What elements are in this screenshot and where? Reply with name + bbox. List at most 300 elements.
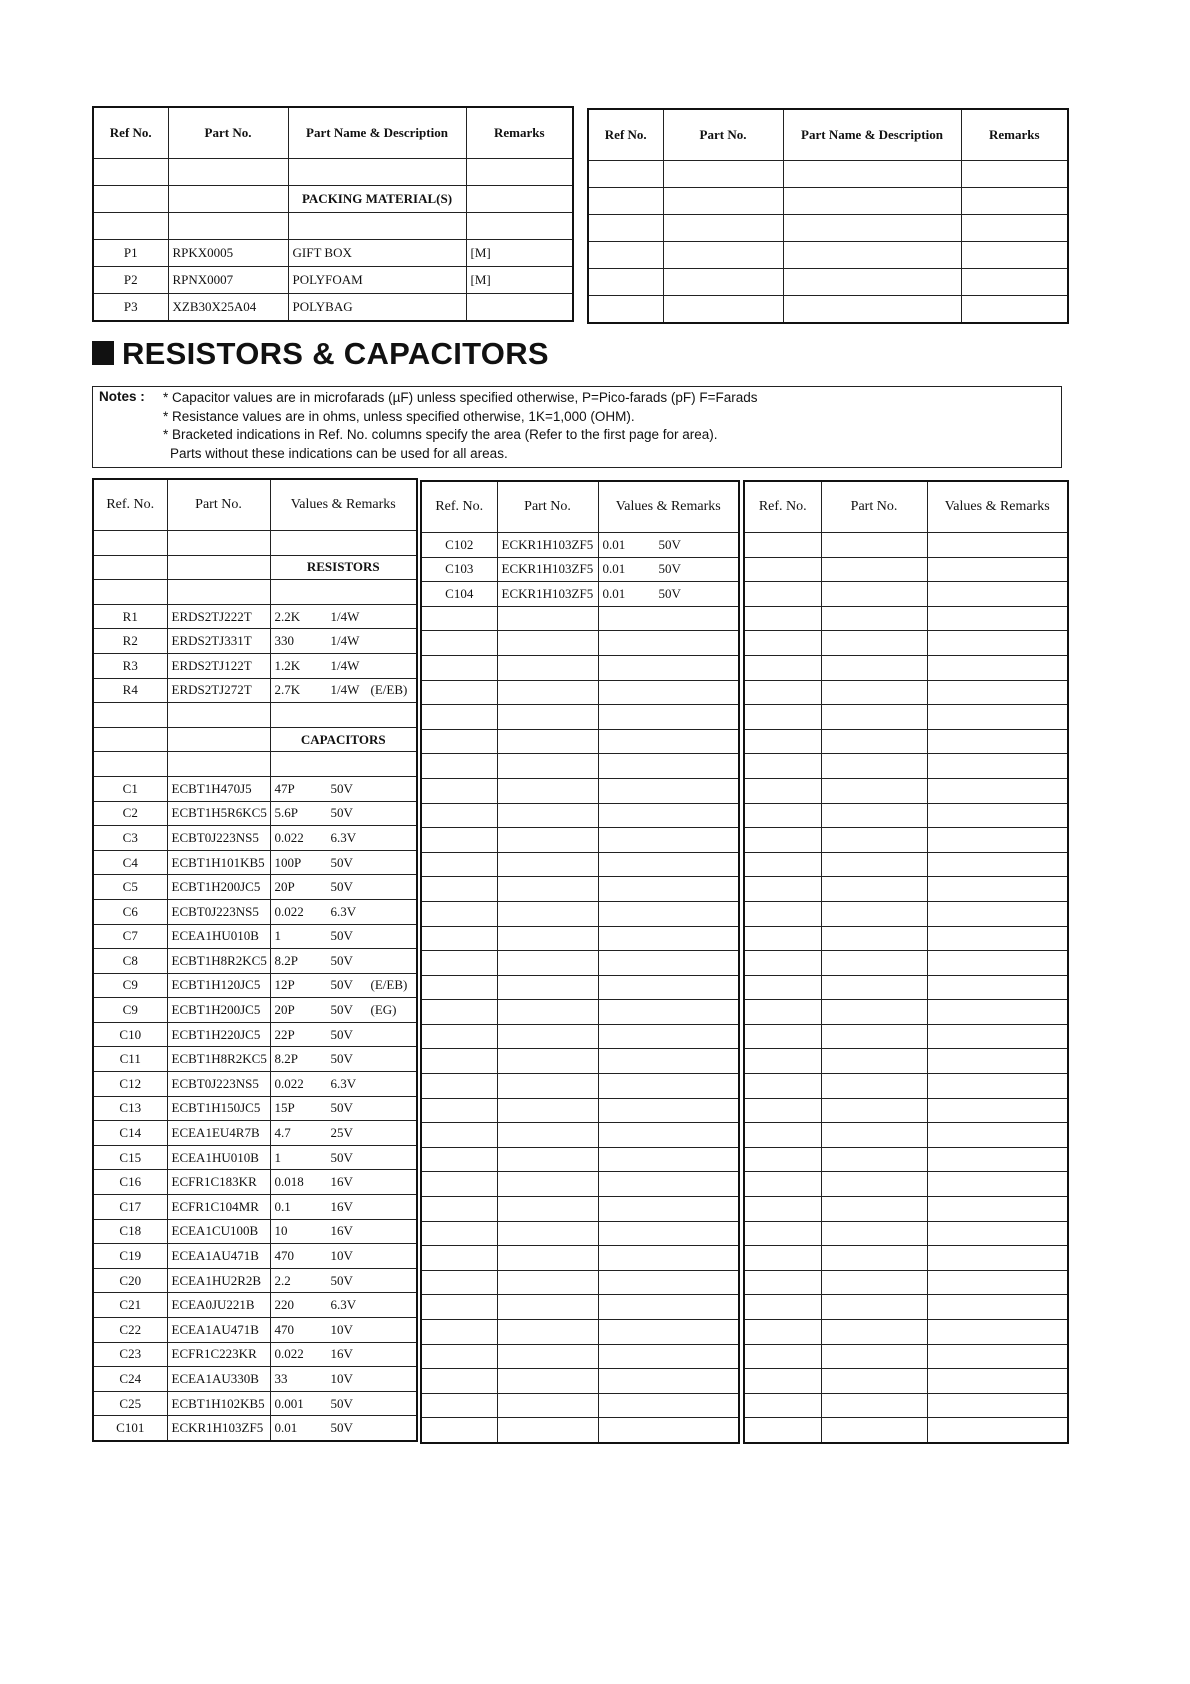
part-no-cell: XZB30X25A04	[168, 294, 288, 322]
empty-cell	[663, 296, 783, 324]
values-remarks-cell	[270, 1121, 417, 1146]
empty-cell	[821, 1197, 927, 1222]
part-no-cell: ERDS2TJ122T	[167, 653, 270, 678]
rating: 50V	[330, 805, 353, 821]
table-row	[421, 1369, 739, 1394]
empty-cell	[270, 580, 417, 605]
value: 20P	[274, 879, 295, 895]
table-row	[744, 754, 1068, 779]
ref-no-cell: C20	[93, 1268, 167, 1293]
rating: 50V	[658, 585, 681, 601]
rc-table-column-2	[420, 480, 740, 1444]
empty-cell	[744, 1172, 821, 1197]
table-row	[744, 778, 1068, 803]
empty-cell	[421, 803, 497, 828]
part-no-cell: ECBT1H120JC5	[167, 973, 270, 998]
value: 8.2P	[274, 1051, 298, 1067]
rating: 50V	[330, 1149, 353, 1165]
ref-no-cell: C8	[93, 949, 167, 974]
ref-no-cell: C16	[93, 1170, 167, 1195]
part-no-cell: ECBT1H5R6KC5	[167, 801, 270, 826]
part-no-cell: ECBT1H200JC5	[167, 998, 270, 1023]
ref-no-cell: C3	[93, 826, 167, 851]
value: 0.018	[274, 1174, 304, 1190]
part-no-cell: ECKR1H103ZF5	[167, 1416, 270, 1441]
empty-cell	[927, 655, 1068, 680]
table-row	[421, 1320, 739, 1345]
table-row	[744, 705, 1068, 730]
empty-cell	[927, 926, 1068, 951]
empty-cell	[927, 1049, 1068, 1074]
group-title: CAPACITORS	[270, 727, 417, 752]
empty-cell	[497, 729, 598, 754]
empty-cell	[663, 188, 783, 215]
empty-cell	[497, 803, 598, 828]
empty-cell	[744, 926, 821, 951]
table-row	[744, 1049, 1068, 1074]
value: 330	[274, 633, 294, 649]
part-no-cell: ECKR1H103ZF5	[497, 533, 598, 558]
values-remarks-cell	[270, 776, 417, 801]
part-name-cell: POLYBAG	[288, 294, 466, 322]
table-row	[744, 828, 1068, 853]
empty-cell	[497, 1049, 598, 1074]
part-no-cell: RPNX0007	[168, 267, 288, 294]
empty-cell	[744, 1418, 821, 1443]
table-row	[588, 296, 1068, 324]
empty-cell	[744, 852, 821, 877]
empty-cell	[598, 1418, 739, 1443]
empty-cell	[927, 1320, 1068, 1345]
empty-cell	[927, 1418, 1068, 1443]
empty-cell	[744, 1344, 821, 1369]
table-row	[744, 729, 1068, 754]
empty-cell	[168, 213, 288, 240]
table-row	[93, 1268, 417, 1293]
value: 1	[274, 928, 281, 944]
table-row	[93, 826, 417, 851]
empty-cell	[598, 754, 739, 779]
empty-cell	[93, 213, 168, 240]
table-row	[93, 653, 417, 678]
empty-cell	[497, 1295, 598, 1320]
empty-cell	[598, 951, 739, 976]
empty-cell	[421, 778, 497, 803]
empty-cell	[421, 1295, 497, 1320]
table-row	[421, 1270, 739, 1295]
header-part-name: Part Name & Description	[288, 107, 466, 159]
table-row	[421, 778, 739, 803]
empty-cell	[93, 531, 167, 556]
table-row	[93, 267, 573, 294]
empty-cell	[497, 1418, 598, 1443]
empty-cell	[927, 951, 1068, 976]
ref-no-cell: C101	[93, 1416, 167, 1441]
table-row	[421, 533, 739, 558]
empty-cell	[421, 1147, 497, 1172]
empty-cell	[927, 1369, 1068, 1394]
table-row	[744, 951, 1068, 976]
value: 2.2	[274, 1272, 291, 1288]
empty-cell	[497, 1246, 598, 1271]
table-row	[93, 727, 417, 752]
rating: 10V	[330, 1370, 353, 1386]
ref-no-cell: P3	[93, 294, 168, 322]
values-remarks-cell	[270, 1145, 417, 1170]
rating: 50V	[330, 780, 353, 796]
header-remarks: Remarks	[961, 109, 1068, 161]
empty-cell	[927, 1147, 1068, 1172]
ref-no-cell: C23	[93, 1342, 167, 1367]
empty-cell	[744, 729, 821, 754]
empty-cell	[821, 877, 927, 902]
table-row	[744, 1295, 1068, 1320]
empty-cell	[961, 215, 1068, 242]
empty-cell	[168, 159, 288, 186]
part-name-cell: POLYFOAM	[288, 267, 466, 294]
empty-cell	[927, 1344, 1068, 1369]
table-row	[744, 1147, 1068, 1172]
table-row	[421, 1049, 739, 1074]
note-line: Parts without these indications can be used for all areas.	[170, 445, 508, 461]
table-row	[93, 1293, 417, 1318]
empty-cell	[744, 1197, 821, 1222]
part-no-cell: ECEA1HU2R2B	[167, 1268, 270, 1293]
table-row	[93, 213, 573, 240]
empty-cell	[821, 705, 927, 730]
part-no-cell: ECEA1AU471B	[167, 1318, 270, 1343]
value: 8.2P	[274, 952, 298, 968]
table-row	[744, 803, 1068, 828]
empty-cell	[421, 1172, 497, 1197]
value: 22P	[274, 1026, 295, 1042]
values-remarks-cell	[270, 1268, 417, 1293]
empty-cell	[270, 752, 417, 777]
part-no-cell: ECEA0JU221B	[167, 1293, 270, 1318]
empty-cell	[744, 1074, 821, 1099]
value: 1.2K	[274, 657, 301, 673]
empty-cell	[598, 680, 739, 705]
empty-cell	[270, 531, 417, 556]
values-remarks-cell	[270, 1096, 417, 1121]
empty-cell	[598, 1123, 739, 1148]
empty-cell	[927, 1295, 1068, 1320]
section-title: RESISTORS & CAPACITORS	[92, 336, 549, 372]
empty-cell	[421, 1098, 497, 1123]
ref-no-cell: C19	[93, 1244, 167, 1269]
empty-cell	[497, 1221, 598, 1246]
empty-cell	[927, 852, 1068, 877]
ref-no-cell: P1	[93, 240, 168, 267]
part-no-cell: ECKR1H103ZF5	[497, 557, 598, 582]
note-line: * Resistance values are in ohms, unless specified otherwise, 1K=1,000 (OHM).	[163, 408, 635, 424]
empty-cell	[821, 951, 927, 976]
empty-cell	[497, 828, 598, 853]
table-row	[744, 1320, 1068, 1345]
empty-cell	[588, 242, 663, 269]
ref-no-cell: C22	[93, 1318, 167, 1343]
value: 470	[274, 1321, 294, 1337]
rating: 50V	[658, 561, 681, 577]
table-row	[421, 877, 739, 902]
rating: 1/4W	[330, 682, 360, 698]
table-row	[93, 752, 417, 777]
empty-cell	[167, 703, 270, 728]
table-row	[421, 1123, 739, 1148]
ref-no-cell: C15	[93, 1145, 167, 1170]
empty-cell	[497, 1024, 598, 1049]
part-no-cell: ECBT1H102KB5	[167, 1391, 270, 1416]
table-row	[421, 1172, 739, 1197]
empty-cell	[588, 161, 663, 188]
part-no-cell: RPKX0005	[168, 240, 288, 267]
table-row	[588, 215, 1068, 242]
table-row	[93, 159, 573, 186]
empty-cell	[927, 729, 1068, 754]
value: 220	[274, 1297, 294, 1313]
empty-cell	[588, 188, 663, 215]
value: 0.01	[274, 1420, 298, 1436]
table-row	[744, 975, 1068, 1000]
empty-cell	[598, 1369, 739, 1394]
value: 0.1	[274, 1198, 291, 1214]
rating: 6.3V	[330, 1075, 357, 1091]
empty-cell	[93, 186, 168, 213]
table-row	[421, 852, 739, 877]
value: 0.01	[602, 536, 626, 552]
empty-cell	[421, 975, 497, 1000]
empty-cell	[421, 1221, 497, 1246]
part-no-cell: ECEA1CU100B	[167, 1219, 270, 1244]
table-row	[421, 606, 739, 631]
empty-cell	[421, 1393, 497, 1418]
table-row	[93, 1096, 417, 1121]
table-row	[744, 1123, 1068, 1148]
part-no-cell: ECEA1EU4R7B	[167, 1121, 270, 1146]
part-no-cell: ERDS2TJ331T	[167, 629, 270, 654]
rating: 10V	[330, 1321, 353, 1337]
empty-cell	[421, 926, 497, 951]
table-row	[744, 1000, 1068, 1025]
empty-cell	[744, 754, 821, 779]
header-values-remarks: Values & Remarks	[598, 481, 739, 533]
table-row	[93, 1047, 417, 1072]
empty-cell	[598, 901, 739, 926]
table-row	[93, 678, 417, 703]
empty-cell	[421, 852, 497, 877]
empty-cell	[598, 926, 739, 951]
value: 0.022	[274, 1346, 304, 1362]
empty-cell	[744, 1221, 821, 1246]
table-row	[93, 1022, 417, 1047]
empty-cell	[421, 1024, 497, 1049]
table-row	[421, 1024, 739, 1049]
empty-cell	[821, 533, 927, 558]
empty-cell	[421, 877, 497, 902]
ref-no-cell: C4	[93, 850, 167, 875]
table-row	[93, 850, 417, 875]
rating: 50V	[330, 1100, 353, 1116]
table-row	[93, 973, 417, 998]
empty-cell	[961, 296, 1068, 324]
table-row	[421, 1393, 739, 1418]
ref-no-cell: C18	[93, 1219, 167, 1244]
section-bullet-icon	[92, 341, 114, 365]
table-row	[93, 1318, 417, 1343]
empty-cell	[744, 557, 821, 582]
value: 2.2K	[274, 608, 301, 624]
note-line: * Capacitor values are in microfarads (µF) unless specified otherwise, P=Pico-farads (pF) F=Farads	[163, 390, 758, 405]
empty-cell	[821, 557, 927, 582]
table-row	[744, 1197, 1068, 1222]
ref-no-cell: C13	[93, 1096, 167, 1121]
empty-cell	[821, 1320, 927, 1345]
empty-cell	[497, 975, 598, 1000]
empty-cell	[821, 828, 927, 853]
value: 0.022	[274, 829, 304, 845]
rating: 6.3V	[330, 903, 357, 919]
empty-cell	[598, 655, 739, 680]
table-row	[93, 1416, 417, 1441]
empty-cell	[821, 1024, 927, 1049]
table-row	[421, 1098, 739, 1123]
empty-cell	[821, 754, 927, 779]
empty-cell	[744, 680, 821, 705]
table-row	[744, 582, 1068, 607]
table-row	[421, 1418, 739, 1443]
rating: 16V	[330, 1346, 353, 1362]
empty-cell	[744, 1098, 821, 1123]
values-remarks-cell	[270, 1170, 417, 1195]
header-remarks: Remarks	[466, 107, 573, 159]
table-row	[744, 1221, 1068, 1246]
empty-cell	[821, 1147, 927, 1172]
ref-no-cell: C11	[93, 1047, 167, 1072]
part-no-cell: ECFR1C183KR	[167, 1170, 270, 1195]
rating: 6.3V	[330, 1297, 357, 1313]
empty-cell	[93, 580, 167, 605]
header-values-remarks: Values & Remarks	[270, 479, 417, 531]
header-part-no: Part No.	[167, 479, 270, 531]
rating: 50V	[330, 977, 353, 993]
empty-cell	[783, 215, 961, 242]
empty-cell	[421, 828, 497, 853]
rating: 10V	[330, 1248, 353, 1264]
table-row	[421, 951, 739, 976]
values-remarks-cell	[270, 1293, 417, 1318]
empty-cell	[598, 1024, 739, 1049]
empty-cell	[821, 680, 927, 705]
empty-cell	[93, 752, 167, 777]
empty-cell	[821, 1270, 927, 1295]
table-row	[93, 1391, 417, 1416]
table-row	[93, 1072, 417, 1097]
header-ref-no: Ref No.	[93, 107, 168, 159]
part-no-cell: ECEA1HU010B	[167, 1145, 270, 1170]
table-row	[421, 754, 739, 779]
empty-cell	[497, 901, 598, 926]
empty-cell	[93, 703, 167, 728]
empty-cell	[598, 1147, 739, 1172]
empty-cell	[421, 1344, 497, 1369]
area-code: (E/EB)	[370, 977, 408, 993]
ref-no-cell: P2	[93, 267, 168, 294]
empty-cell	[821, 1369, 927, 1394]
values-remarks-cell	[598, 557, 739, 582]
rating: 25V	[330, 1125, 353, 1141]
packing-material-table	[92, 106, 574, 322]
empty-cell	[744, 631, 821, 656]
empty-cell	[821, 778, 927, 803]
empty-cell	[598, 1393, 739, 1418]
table-row	[93, 801, 417, 826]
empty-cell	[598, 606, 739, 631]
table-row	[744, 1098, 1068, 1123]
table-row	[93, 1367, 417, 1392]
ref-no-cell: C14	[93, 1121, 167, 1146]
header-values-remarks: Values & Remarks	[927, 481, 1068, 533]
group-title: RESISTORS	[270, 555, 417, 580]
empty-cell	[421, 705, 497, 730]
table-row	[93, 1195, 417, 1220]
empty-cell	[744, 1393, 821, 1418]
empty-cell	[821, 606, 927, 631]
empty-cell	[744, 877, 821, 902]
empty-cell	[497, 754, 598, 779]
value: 15P	[274, 1100, 295, 1116]
empty-cell	[744, 1147, 821, 1172]
table-row	[588, 161, 1068, 188]
values-remarks-cell	[270, 899, 417, 924]
empty-cell	[744, 533, 821, 558]
empty-cell	[927, 901, 1068, 926]
rating: 50V	[330, 854, 353, 870]
values-remarks-cell	[270, 1342, 417, 1367]
empty-cell	[598, 631, 739, 656]
values-remarks-cell	[270, 850, 417, 875]
table-row	[744, 680, 1068, 705]
values-remarks-cell	[270, 1318, 417, 1343]
empty-cell	[288, 213, 466, 240]
table-row	[93, 949, 417, 974]
empty-cell	[821, 729, 927, 754]
notes-box	[92, 386, 1062, 468]
empty-cell	[598, 975, 739, 1000]
header-ref-no: Ref No.	[588, 109, 663, 161]
rating: 1/4W	[330, 657, 360, 673]
values-remarks-cell	[270, 1367, 417, 1392]
empty-cell	[497, 631, 598, 656]
value: 100P	[274, 854, 302, 870]
empty-cell	[497, 1147, 598, 1172]
empty-cell	[421, 1270, 497, 1295]
table-row	[421, 1147, 739, 1172]
value: 0.001	[274, 1395, 304, 1411]
empty-cell	[927, 975, 1068, 1000]
empty-cell	[588, 296, 663, 324]
empty-cell	[663, 269, 783, 296]
rating: 50V	[330, 928, 353, 944]
empty-cell	[744, 901, 821, 926]
empty-cell	[783, 188, 961, 215]
empty-cell	[421, 680, 497, 705]
header-part-no: Part No.	[168, 107, 288, 159]
part-no-cell: ECBT1H220JC5	[167, 1022, 270, 1047]
empty-cell	[598, 1221, 739, 1246]
values-remarks-cell	[270, 1391, 417, 1416]
rating: 50V	[330, 1420, 353, 1436]
table-row	[744, 557, 1068, 582]
